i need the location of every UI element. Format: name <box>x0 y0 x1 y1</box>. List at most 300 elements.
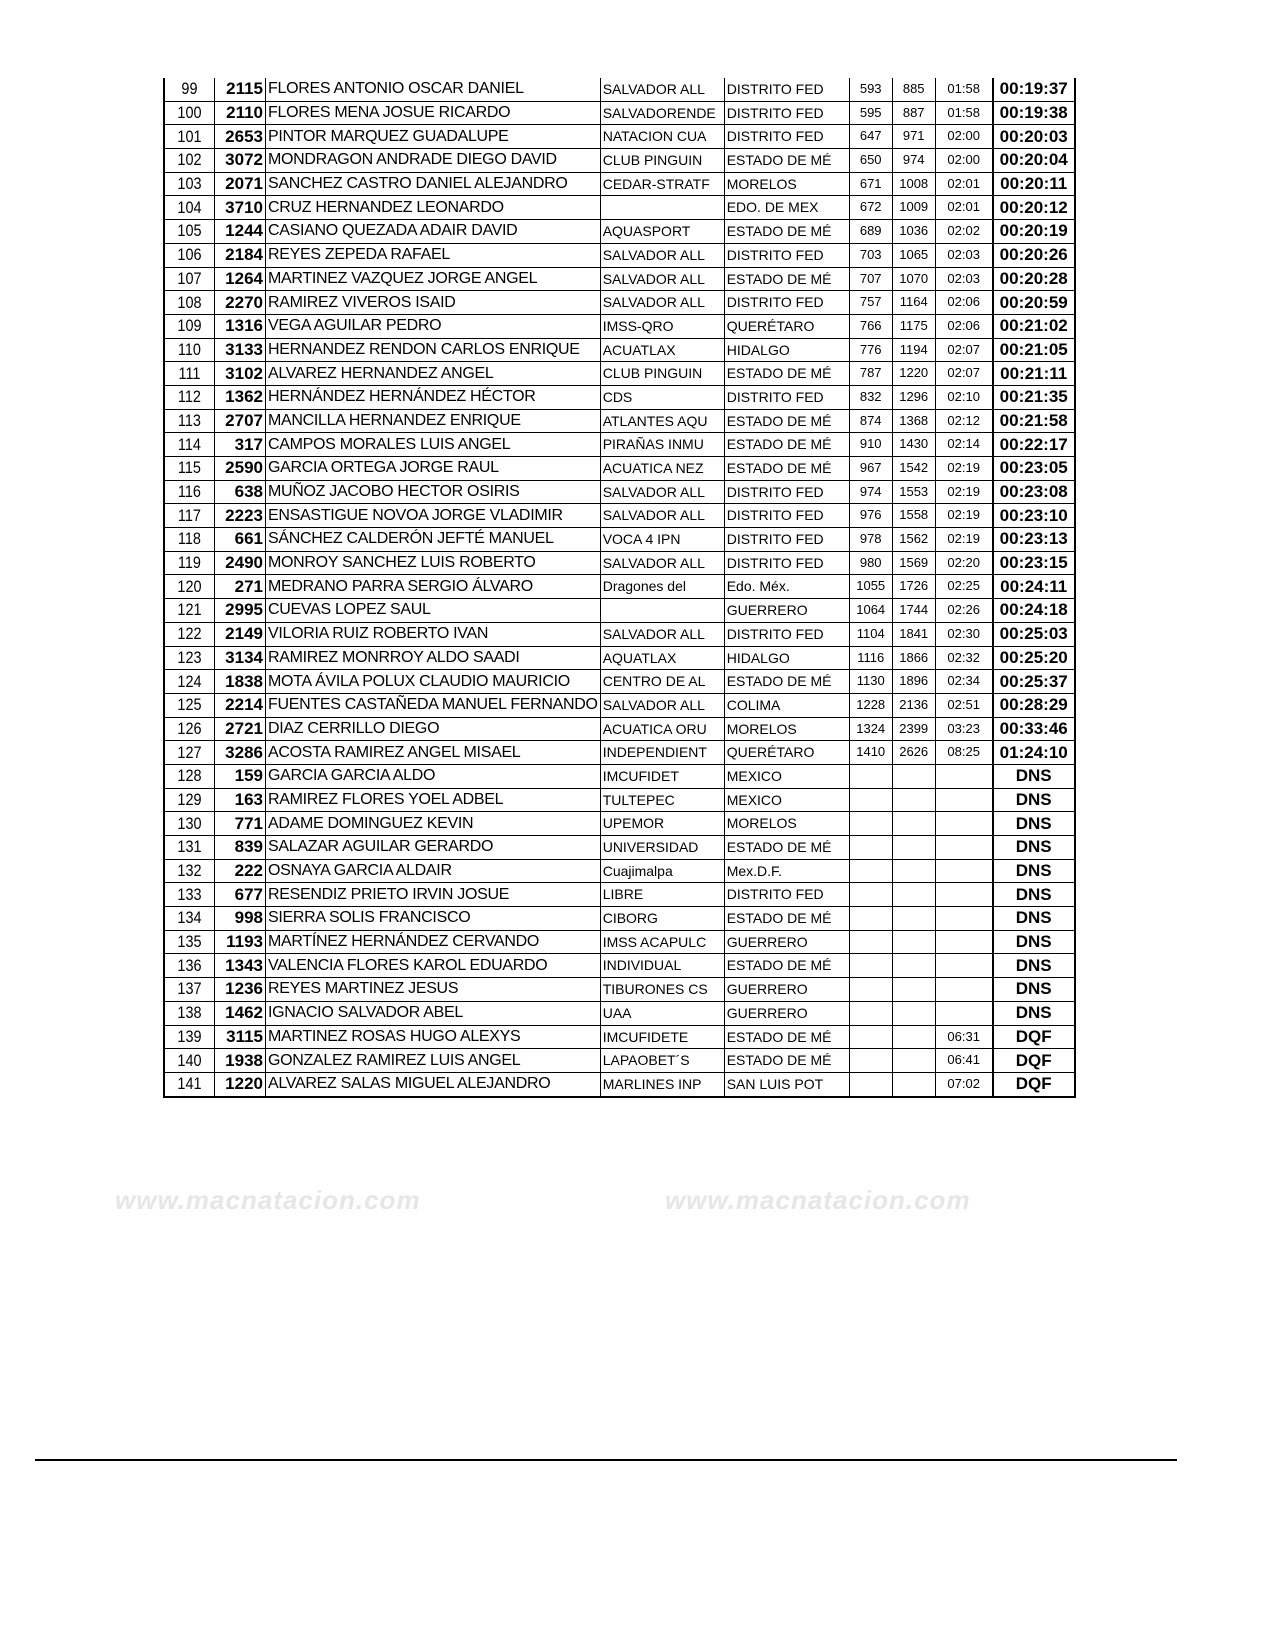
bib-cell: 3134 <box>215 646 266 670</box>
table-row <box>164 978 1075 1002</box>
club-cell: CLUB PINGUIN <box>600 149 724 173</box>
position-b-cell <box>892 954 935 978</box>
final-time-cell: 00:22:17 <box>993 433 1075 457</box>
position-a-cell: 703 <box>849 243 892 267</box>
bib-cell: 1462 <box>215 1001 266 1025</box>
state-cell: MORELOS <box>724 812 849 836</box>
final-time-cell: 00:20:03 <box>993 125 1075 149</box>
state-cell: ESTADO DE MÉ <box>724 907 849 931</box>
bib-cell: 2590 <box>215 457 266 481</box>
final-time-cell: 00:23:13 <box>993 528 1075 552</box>
table-row <box>164 693 1075 717</box>
state-cell: DISTRITO FED <box>724 291 849 315</box>
state-cell: ESTADO DE MÉ <box>724 409 849 433</box>
place-cell: 109 <box>168 314 211 338</box>
state-cell: ESTADO DE MÉ <box>724 149 849 173</box>
club-cell: TULTEPEC <box>600 788 724 812</box>
club-cell: SALVADOR ALL <box>600 243 724 267</box>
club-cell: SALVADOR ALL <box>600 693 724 717</box>
final-time-cell: 00:23:10 <box>993 504 1075 528</box>
final-time-cell: DNS <box>993 788 1075 812</box>
table-row <box>164 504 1075 528</box>
swimmer-name-cell: HERNANDEZ RENDON CARLOS ENRIQUE <box>266 338 601 362</box>
final-time-cell: DNS <box>993 859 1075 883</box>
swimmer-name-cell: VILORIA RUIZ ROBERTO IVAN <box>266 622 601 646</box>
swimmer-name-cell: HERNÁNDEZ HERNÁNDEZ HÉCTOR <box>266 385 601 409</box>
bib-cell: 2115 <box>215 78 266 101</box>
position-b-cell <box>892 883 935 907</box>
swimmer-name-cell: FLORES ANTONIO OSCAR DANIEL <box>266 78 601 101</box>
club-cell: NATACION CUA <box>600 125 724 149</box>
position-b-cell: 1744 <box>892 599 935 623</box>
swimmer-name-cell: REYES ZEPEDA RAFAEL <box>266 243 601 267</box>
split-cell: 02:19 <box>935 457 993 481</box>
table-row <box>164 670 1075 694</box>
table-row <box>164 338 1075 362</box>
position-b-cell: 1194 <box>892 338 935 362</box>
table-row <box>164 385 1075 409</box>
club-cell: AQUASPORT <box>600 220 724 244</box>
position-a-cell: 1410 <box>849 741 892 765</box>
table-row <box>164 836 1075 860</box>
split-cell <box>935 907 993 931</box>
position-b-cell: 1553 <box>892 480 935 504</box>
position-a-cell: 671 <box>849 172 892 196</box>
split-cell: 02:06 <box>935 291 993 315</box>
place-cell: 112 <box>168 385 211 409</box>
club-cell: LAPAOBET´S <box>600 1049 724 1073</box>
position-a-cell <box>849 1072 892 1096</box>
position-a-cell: 978 <box>849 528 892 552</box>
position-a-cell: 672 <box>849 196 892 220</box>
position-a-cell: 593 <box>849 78 892 101</box>
bib-cell: 1938 <box>215 1049 266 1073</box>
split-cell: 02:19 <box>935 528 993 552</box>
place-cell: 103 <box>168 172 211 196</box>
table-row <box>164 646 1075 670</box>
table-row <box>164 551 1075 575</box>
position-b-cell: 971 <box>892 125 935 149</box>
split-cell <box>935 930 993 954</box>
position-b-cell <box>892 859 935 883</box>
position-b-cell: 1036 <box>892 220 935 244</box>
swimmer-name-cell: ALVAREZ SALAS MIGUEL ALEJANDRO <box>266 1072 601 1096</box>
place-cell: 124 <box>168 670 211 694</box>
position-a-cell: 1104 <box>849 622 892 646</box>
final-time-cell: 00:20:19 <box>993 220 1075 244</box>
club-cell: IMCUFIDET <box>600 764 724 788</box>
place-cell: 121 <box>168 599 211 623</box>
place-cell: 102 <box>168 149 211 173</box>
state-cell: QUERÉTARO <box>724 741 849 765</box>
swimmer-name-cell: MONDRAGON ANDRADE DIEGO DAVID <box>266 149 601 173</box>
state-cell: DISTRITO FED <box>724 528 849 552</box>
bib-cell: 2214 <box>215 693 266 717</box>
swimmer-name-cell: IGNACIO SALVADOR ABEL <box>266 1001 601 1025</box>
footer-divider <box>35 1459 1177 1461</box>
final-time-cell: DQF <box>993 1025 1075 1049</box>
bib-cell: 1343 <box>215 954 266 978</box>
swimmer-name-cell: CASIANO QUEZADA ADAIR DAVID <box>266 220 601 244</box>
split-cell: 03:23 <box>935 717 993 741</box>
bib-cell: 2490 <box>215 551 266 575</box>
table-row <box>164 78 1075 101</box>
split-cell: 02:19 <box>935 504 993 528</box>
position-b-cell: 1070 <box>892 267 935 291</box>
state-cell: MORELOS <box>724 172 849 196</box>
position-b-cell <box>892 836 935 860</box>
final-time-cell: DNS <box>993 978 1075 1002</box>
place-cell: 138 <box>168 1001 211 1025</box>
club-cell: UAA <box>600 1001 724 1025</box>
split-cell: 02:02 <box>935 220 993 244</box>
club-cell: IMSS-QRO <box>600 314 724 338</box>
final-time-cell: DNS <box>993 883 1075 907</box>
place-cell: 117 <box>168 504 211 528</box>
position-a-cell: 707 <box>849 267 892 291</box>
bib-cell: 661 <box>215 528 266 552</box>
swimmer-name-cell: CRUZ HERNANDEZ LEONARDO <box>266 196 601 220</box>
swimmer-name-cell: MARTINEZ VAZQUEZ JORGE ANGEL <box>266 267 601 291</box>
position-a-cell <box>849 883 892 907</box>
final-time-cell: 00:19:38 <box>993 101 1075 125</box>
state-cell: QUERÉTARO <box>724 314 849 338</box>
table-row <box>164 149 1075 173</box>
bib-cell: 317 <box>215 433 266 457</box>
results-table <box>163 78 1076 1098</box>
final-time-cell: 00:25:03 <box>993 622 1075 646</box>
split-cell <box>935 836 993 860</box>
place-cell: 133 <box>168 883 211 907</box>
final-time-cell: 00:21:05 <box>993 338 1075 362</box>
final-time-cell: 00:21:11 <box>993 362 1075 386</box>
position-a-cell: 832 <box>849 385 892 409</box>
final-time-cell: 00:25:20 <box>993 646 1075 670</box>
table-row <box>164 599 1075 623</box>
club-cell: SALVADOR ALL <box>600 480 724 504</box>
state-cell: DISTRITO FED <box>724 622 849 646</box>
position-b-cell <box>892 978 935 1002</box>
swimmer-name-cell: VEGA AGUILAR PEDRO <box>266 314 601 338</box>
final-time-cell: DNS <box>993 954 1075 978</box>
position-a-cell <box>849 812 892 836</box>
swimmer-name-cell: FUENTES CASTAÑEDA MANUEL FERNANDO <box>266 693 601 717</box>
position-b-cell: 885 <box>892 78 935 101</box>
table-row <box>164 1072 1075 1096</box>
club-cell: CIBORG <box>600 907 724 931</box>
position-b-cell: 1866 <box>892 646 935 670</box>
position-a-cell <box>849 930 892 954</box>
club-cell: AQUATLAX <box>600 646 724 670</box>
club-cell <box>600 196 724 220</box>
state-cell: GUERRERO <box>724 599 849 623</box>
position-a-cell: 1324 <box>849 717 892 741</box>
state-cell: HIDALGO <box>724 646 849 670</box>
final-time-cell: 00:20:11 <box>993 172 1075 196</box>
table-row <box>164 528 1075 552</box>
swimmer-name-cell: SIERRA SOLIS FRANCISCO <box>266 907 601 931</box>
bib-cell: 2223 <box>215 504 266 528</box>
swimmer-name-cell: GARCIA ORTEGA JORGE RAUL <box>266 457 601 481</box>
place-cell: 123 <box>168 646 211 670</box>
split-cell: 02:32 <box>935 646 993 670</box>
position-b-cell: 1558 <box>892 504 935 528</box>
split-cell: 02:19 <box>935 480 993 504</box>
bib-cell: 1193 <box>215 930 266 954</box>
position-a-cell: 974 <box>849 480 892 504</box>
place-cell: 125 <box>168 693 211 717</box>
table-row <box>164 907 1075 931</box>
split-cell: 02:12 <box>935 409 993 433</box>
position-b-cell: 1562 <box>892 528 935 552</box>
table-row <box>164 575 1075 599</box>
position-a-cell: 776 <box>849 338 892 362</box>
position-b-cell: 2399 <box>892 717 935 741</box>
place-cell: 137 <box>168 978 211 1002</box>
swimmer-name-cell: REYES MARTINEZ JESUS <box>266 978 601 1002</box>
place-cell: 134 <box>168 907 211 931</box>
state-cell: ESTADO DE MÉ <box>724 267 849 291</box>
club-cell: ACUATLAX <box>600 338 724 362</box>
table-row <box>164 433 1075 457</box>
position-b-cell: 1008 <box>892 172 935 196</box>
bib-cell: 1316 <box>215 314 266 338</box>
club-cell: CDS <box>600 385 724 409</box>
state-cell: DISTRITO FED <box>724 385 849 409</box>
position-a-cell <box>849 978 892 1002</box>
position-a-cell: 595 <box>849 101 892 125</box>
split-cell <box>935 883 993 907</box>
club-cell: Dragones del <box>600 575 724 599</box>
club-cell: SALVADOR ALL <box>600 267 724 291</box>
position-a-cell: 976 <box>849 504 892 528</box>
final-time-cell: DQF <box>993 1049 1075 1073</box>
swimmer-name-cell: MANCILLA HERNANDEZ ENRIQUE <box>266 409 601 433</box>
place-cell: 140 <box>168 1049 211 1073</box>
position-b-cell: 1430 <box>892 433 935 457</box>
final-time-cell: 00:20:59 <box>993 291 1075 315</box>
place-cell: 111 <box>168 362 211 386</box>
table-row <box>164 1001 1075 1025</box>
place-cell: 116 <box>168 480 211 504</box>
place-cell: 129 <box>168 788 211 812</box>
place-cell: 128 <box>168 764 211 788</box>
bib-cell: 3133 <box>215 338 266 362</box>
club-cell: CEDAR-STRATF <box>600 172 724 196</box>
bib-cell: 222 <box>215 859 266 883</box>
bib-cell: 2995 <box>215 599 266 623</box>
position-b-cell <box>892 1072 935 1096</box>
state-cell: Edo. Méx. <box>724 575 849 599</box>
state-cell: MORELOS <box>724 717 849 741</box>
final-time-cell: DNS <box>993 1001 1075 1025</box>
place-cell: 122 <box>168 622 211 646</box>
place-cell: 107 <box>168 267 211 291</box>
bib-cell: 1362 <box>215 385 266 409</box>
split-cell: 06:31 <box>935 1025 993 1049</box>
state-cell: SAN LUIS POT <box>724 1072 849 1096</box>
split-cell <box>935 764 993 788</box>
state-cell: ESTADO DE MÉ <box>724 220 849 244</box>
swimmer-name-cell: CUEVAS LOPEZ SAUL <box>266 599 601 623</box>
club-cell: LIBRE <box>600 883 724 907</box>
club-cell: CENTRO DE AL <box>600 670 724 694</box>
bib-cell: 2653 <box>215 125 266 149</box>
final-time-cell: 00:24:18 <box>993 599 1075 623</box>
club-cell: IMCUFIDETE <box>600 1025 724 1049</box>
position-a-cell: 689 <box>849 220 892 244</box>
place-cell: 110 <box>168 338 211 362</box>
swimmer-name-cell: ACOSTA RAMIREZ ANGEL MISAEL <box>266 741 601 765</box>
split-cell: 02:30 <box>935 622 993 646</box>
state-cell: EDO. DE MEX <box>724 196 849 220</box>
table-row <box>164 220 1075 244</box>
state-cell: MEXICO <box>724 764 849 788</box>
state-cell: DISTRITO FED <box>724 480 849 504</box>
table-row <box>164 457 1075 481</box>
bib-cell: 2184 <box>215 243 266 267</box>
table-row <box>164 101 1075 125</box>
position-b-cell <box>892 788 935 812</box>
split-cell: 02:00 <box>935 125 993 149</box>
swimmer-name-cell: MARTÍNEZ HERNÁNDEZ CERVANDO <box>266 930 601 954</box>
club-cell: VOCA 4 IPN <box>600 528 724 552</box>
bib-cell: 2721 <box>215 717 266 741</box>
bib-cell: 771 <box>215 812 266 836</box>
split-cell <box>935 978 993 1002</box>
position-a-cell <box>849 836 892 860</box>
bib-cell: 271 <box>215 575 266 599</box>
bib-cell: 2110 <box>215 101 266 125</box>
swimmer-name-cell: OSNAYA GARCIA ALDAIR <box>266 859 601 883</box>
split-cell: 02:00 <box>935 149 993 173</box>
state-cell: ESTADO DE MÉ <box>724 457 849 481</box>
swimmer-name-cell: RESENDIZ PRIETO IRVIN JOSUE <box>266 883 601 907</box>
table-row <box>164 812 1075 836</box>
bib-cell: 2270 <box>215 291 266 315</box>
position-a-cell <box>849 1049 892 1073</box>
club-cell: UPEMOR <box>600 812 724 836</box>
position-b-cell: 1569 <box>892 551 935 575</box>
state-cell: DISTRITO FED <box>724 883 849 907</box>
table-row <box>164 764 1075 788</box>
club-cell: ATLANTES AQU <box>600 409 724 433</box>
place-cell: 99 <box>168 78 211 101</box>
bib-cell: 1236 <box>215 978 266 1002</box>
position-b-cell <box>892 930 935 954</box>
position-a-cell: 757 <box>849 291 892 315</box>
position-a-cell: 1055 <box>849 575 892 599</box>
state-cell: GUERRERO <box>724 1001 849 1025</box>
swimmer-name-cell: SALAZAR AGUILAR GERARDO <box>266 836 601 860</box>
split-cell: 01:58 <box>935 101 993 125</box>
club-cell: INDIVIDUAL <box>600 954 724 978</box>
swimmer-name-cell: MOTA ÁVILA POLUX CLAUDIO MAURICIO <box>266 670 601 694</box>
final-time-cell: 01:24:10 <box>993 741 1075 765</box>
split-cell: 02:03 <box>935 243 993 267</box>
club-cell: SALVADOR ALL <box>600 622 724 646</box>
table-row <box>164 954 1075 978</box>
place-cell: 136 <box>168 954 211 978</box>
bib-cell: 3072 <box>215 149 266 173</box>
place-cell: 141 <box>168 1072 211 1096</box>
position-a-cell: 980 <box>849 551 892 575</box>
club-cell: MARLINES INP <box>600 1072 724 1096</box>
club-cell: SALVADORENDE <box>600 101 724 125</box>
table-row <box>164 622 1075 646</box>
position-b-cell: 1896 <box>892 670 935 694</box>
table-row <box>164 930 1075 954</box>
swimmer-name-cell: ENSASTIGUE NOVOA JORGE VLADIMIR <box>266 504 601 528</box>
table-row <box>164 741 1075 765</box>
split-cell <box>935 1001 993 1025</box>
position-a-cell: 967 <box>849 457 892 481</box>
position-a-cell <box>849 1025 892 1049</box>
swimmer-name-cell: GARCIA GARCIA ALDO <box>266 764 601 788</box>
position-b-cell: 1368 <box>892 409 935 433</box>
final-time-cell: 00:20:12 <box>993 196 1075 220</box>
split-cell: 02:34 <box>935 670 993 694</box>
final-time-cell: 00:20:28 <box>993 267 1075 291</box>
table-row <box>164 314 1075 338</box>
final-time-cell: 00:20:04 <box>993 149 1075 173</box>
position-b-cell: 1175 <box>892 314 935 338</box>
bib-cell: 3286 <box>215 741 266 765</box>
swimmer-name-cell: ALVAREZ HERNANDEZ ANGEL <box>266 362 601 386</box>
bib-cell: 677 <box>215 883 266 907</box>
swimmer-name-cell: RAMIREZ FLORES YOEL ADBEL <box>266 788 601 812</box>
split-cell: 07:02 <box>935 1072 993 1096</box>
state-cell: COLIMA <box>724 693 849 717</box>
final-time-cell: DNS <box>993 812 1075 836</box>
bib-cell: 1264 <box>215 267 266 291</box>
table-row <box>164 172 1075 196</box>
place-cell: 131 <box>168 836 211 860</box>
bib-cell: 163 <box>215 788 266 812</box>
swimmer-name-cell: SÁNCHEZ CALDERÓN JEFTÉ MANUEL <box>266 528 601 552</box>
club-cell: INDEPENDIENT <box>600 741 724 765</box>
position-b-cell: 1726 <box>892 575 935 599</box>
swimmer-name-cell: GONZALEZ RAMIREZ LUIS ANGEL <box>266 1049 601 1073</box>
state-cell: ESTADO DE MÉ <box>724 362 849 386</box>
final-time-cell: DNS <box>993 836 1075 860</box>
state-cell: ESTADO DE MÉ <box>724 670 849 694</box>
final-time-cell: 00:23:05 <box>993 457 1075 481</box>
club-cell: SALVADOR ALL <box>600 551 724 575</box>
bib-cell: 2149 <box>215 622 266 646</box>
position-b-cell: 1841 <box>892 622 935 646</box>
position-b-cell: 887 <box>892 101 935 125</box>
place-cell: 132 <box>168 859 211 883</box>
state-cell: GUERRERO <box>724 930 849 954</box>
final-time-cell: 00:21:02 <box>993 314 1075 338</box>
club-cell: SALVADOR ALL <box>600 504 724 528</box>
club-cell: UNIVERSIDAD <box>600 836 724 860</box>
split-cell: 02:10 <box>935 385 993 409</box>
table-row <box>164 362 1075 386</box>
position-b-cell: 1542 <box>892 457 935 481</box>
swimmer-name-cell: PINTOR MARQUEZ GUADALUPE <box>266 125 601 149</box>
place-cell: 120 <box>168 575 211 599</box>
final-time-cell: 00:28:29 <box>993 693 1075 717</box>
split-cell: 02:07 <box>935 338 993 362</box>
place-cell: 104 <box>168 196 211 220</box>
place-cell: 130 <box>168 812 211 836</box>
split-cell: 02:20 <box>935 551 993 575</box>
position-b-cell <box>892 1049 935 1073</box>
position-a-cell: 647 <box>849 125 892 149</box>
table-row <box>164 1049 1075 1073</box>
